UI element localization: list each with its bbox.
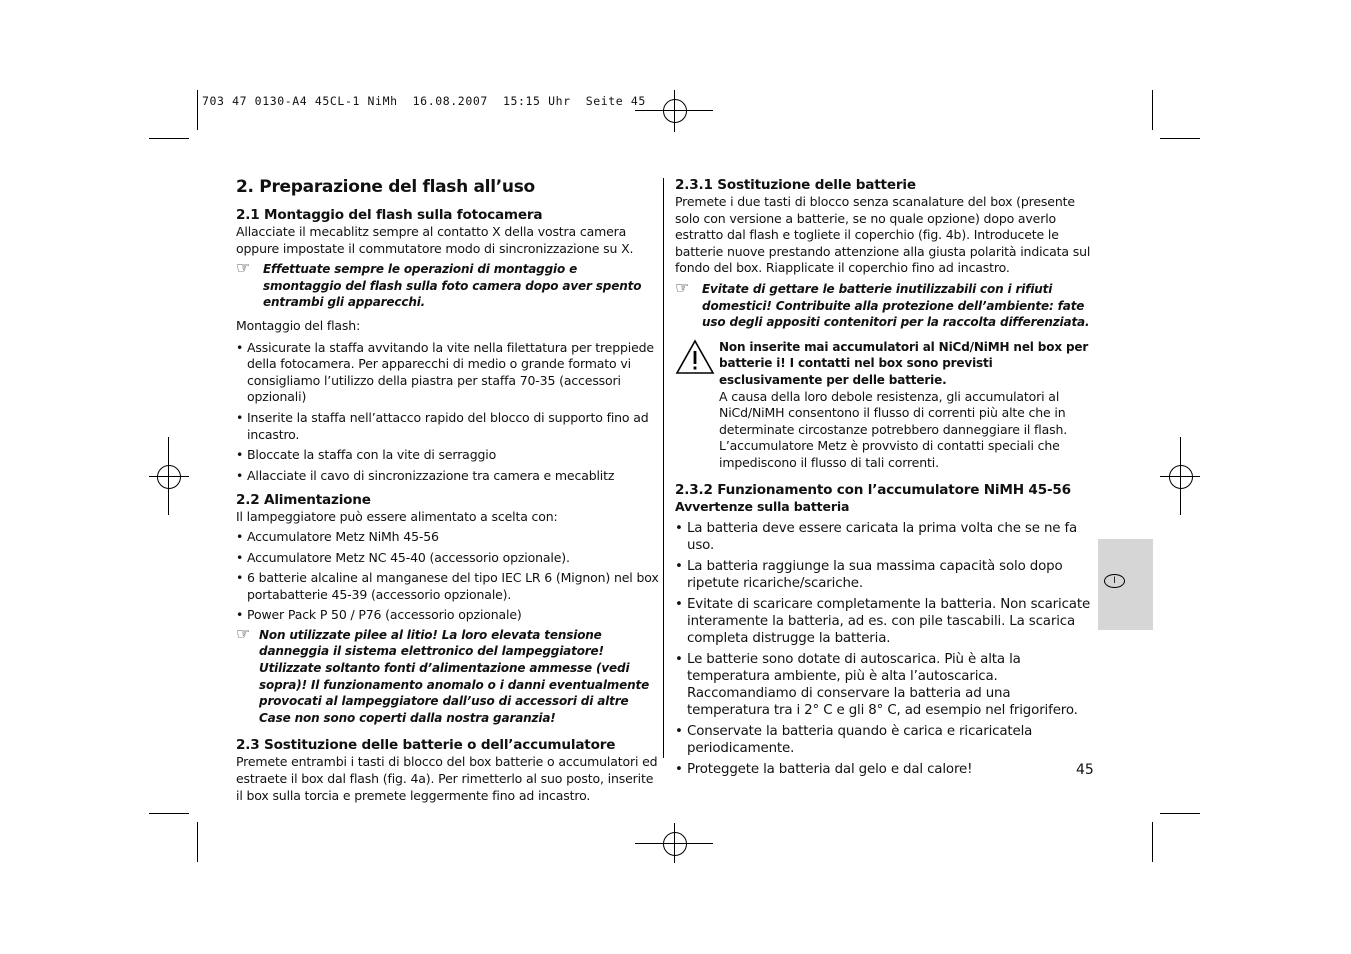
- warning-bold-text: Non inserite mai accumulatori al NiCd/NiMH nel box per batterie i! I contatti nel box sono previsti esclusivamente per delle batterie.: [719, 339, 1089, 387]
- list-item: • Allacciate il cavo di sincronizzazione tra camera e mecablitz: [236, 468, 659, 485]
- registration-circle: [1169, 465, 1193, 489]
- list-item: • Accumulatore Metz NC 45-40 (accessorio opzionale).: [236, 550, 659, 567]
- warning-triangle-icon: [675, 339, 715, 375]
- list-item: • Conservate la batteria quando è carica e ricaricatela periodicamente.: [675, 723, 1095, 757]
- note: [236, 623, 659, 727]
- list-item: • 6 batterie alcaline al manganese del tipo IEC LR 6 (Mignon) nel box portabatterie 45-39 (accessorio opzionale).: [236, 570, 659, 603]
- note: [236, 258, 659, 311]
- warning-text: A causa della loro debole resistenza, gli accumulatori al NiCd/NiMH consentono il flusso di correnti più alte che in determinate circostanze potrebbero danneggiare il flash. L’accumulatore Metz è provvisto di contatti speciali che impediscono il flusso di tali correnti.: [719, 388, 1068, 470]
- note-text: Non utilizzate pilee al litio! La loro elevata tensione danneggia il sistema elettronico del lampeggiatore! Utilizzate soltanto fonti d’alimentazione ammesse (vedi sopra)! Il funzionamento anomalo o i danni eventualmente provocati al lampeggiatore dall’uso di accessori di altre Case non sono coperti dalla nostra garanzia!: [259, 627, 650, 725]
- heading-2-3-2: 2.3.2 Funzionamento con l’accumulatore NiMH 45-56: [675, 481, 1071, 498]
- registration-circle: [663, 99, 687, 123]
- list-item: • Inserite la staffa nell’attacco rapido del blocco di supporto fino ad incastro.: [236, 410, 659, 443]
- right-column: [675, 176, 1095, 778]
- heading-2-3-1: 2.3.1 Sostituzione delle batterie: [675, 177, 916, 193]
- language-tab: [1098, 539, 1153, 630]
- list-item: • Assicurate la staffa avvitando la vite nella filettatura per treppiede della fotocamera. Per apparecchi di medio o grande formato vi consigliamo l’utilizzo della piastra per staffa 70-35 (accessori opzionali): [236, 340, 659, 406]
- column-divider: [663, 178, 664, 758]
- section-title: 2. Preparazione del flash all’uso: [236, 177, 535, 197]
- crop-mark: [149, 813, 189, 814]
- crop-mark: [1160, 813, 1200, 814]
- paragraph: Allacciate il mecablitz sempre al contatto X della vostra camera oppure impostate il commutatore modo di sincronizzazione su X.: [236, 224, 634, 256]
- warning-block: [675, 339, 1095, 472]
- pointing-hand-icon: ☞: [236, 623, 251, 643]
- paragraph: Il lampeggiatore può essere alimentato a scelta con:: [236, 509, 558, 525]
- registration-circle: [157, 465, 181, 489]
- subheading: Avvertenze sulla batteria: [675, 498, 850, 514]
- crop-mark: [197, 822, 198, 862]
- list-item: • Bloccate la staffa con la vite di serraggio: [236, 447, 659, 464]
- print-header: 703 47 0130-A4 45CL-1 NiMh 16.08.2007 15:15 Uhr Seite 45: [202, 94, 646, 108]
- list-item: • Accumulatore Metz NiMh 45-56: [236, 529, 659, 546]
- pointing-hand-icon: ☞: [675, 277, 690, 297]
- heading-2-3: 2.3 Sostituzione delle batterie o dell’accumulatore: [236, 737, 616, 754]
- heading-2-1: 2.1 Montaggio del flash sulla fotocamera: [236, 207, 543, 223]
- list-item: • Evitate di scaricare completamente la batteria. Non scaricate interamente la batteria, ad es. con pile tascabili. La scarica completa distrugge la batteria.: [675, 596, 1095, 647]
- crop-mark: [197, 90, 198, 130]
- crop-mark: [1152, 90, 1153, 130]
- paragraph: Montaggio del flash:: [236, 317, 361, 333]
- bullet-list: [236, 340, 659, 485]
- bullet-list: [236, 529, 659, 624]
- list-item: • La batteria raggiunge la sua massima capacità solo dopo ripetute ricariche/scariche.: [675, 558, 1095, 592]
- note: [675, 277, 1095, 331]
- language-badge: I: [1104, 574, 1125, 588]
- paragraph: Premete entrambi i tasti di blocco del box batterie o accumulatori ed estraete il box dal flash (fig. 4a). Per rimetterlo al suo posto, inserite il box sulla torcia e premete leggermente fino ad incastro.: [236, 754, 658, 803]
- heading-2-2: 2.2 Alimentazione: [236, 492, 371, 509]
- registration-circle: [663, 832, 687, 856]
- list-item: • La batteria deve essere caricata la prima volta che se ne fa uso.: [675, 520, 1095, 554]
- list-item: • Le batterie sono dotate di autoscarica. Più è alta la temperatura ambiente, più è alta l’autoscarica. Raccomandiamo di conservare la batteria ad una temperatura tra i 2° C e gli 8° C, ad esempio nel frigorifero.: [675, 651, 1095, 719]
- paragraph: Premete i due tasti di blocco senza scanalature del box (presente solo con versione a batterie, se no quale opzione) dopo averlo estratto dal flash e togliete il coperchio (fig. 4b). Introducete le batterie nuove prestando attenzione alla giusta polarità indicata sul fondo del box. Riapplicate il coperchio fino ad incastro.: [675, 194, 1091, 276]
- left-column: [236, 176, 659, 804]
- list-item: • Proteggete la batteria dal gelo e dal calore!: [675, 761, 1095, 778]
- note-text: Effettuate sempre le operazioni di montaggio e smontaggio del flash sulla foto camera dopo aver spento entrambi gli apparecchi.: [263, 262, 642, 310]
- list-item: • Power Pack P 50 / P76 (accessorio opzionale): [236, 607, 659, 624]
- page-number: 45: [1076, 762, 1094, 778]
- crop-mark: [1152, 822, 1153, 862]
- bullet-list: [675, 520, 1095, 778]
- note-text: Evitate di gettare le batterie inutilizzabili con i rifiuti domestici! Contribuite alla protezione dell’ambiente: fate uso degli appositi contenitori per la raccolta differenziata.: [702, 281, 1090, 330]
- crop-mark: [1160, 138, 1200, 139]
- pointing-hand-icon: ☞: [236, 258, 251, 278]
- crop-mark: [149, 138, 189, 139]
